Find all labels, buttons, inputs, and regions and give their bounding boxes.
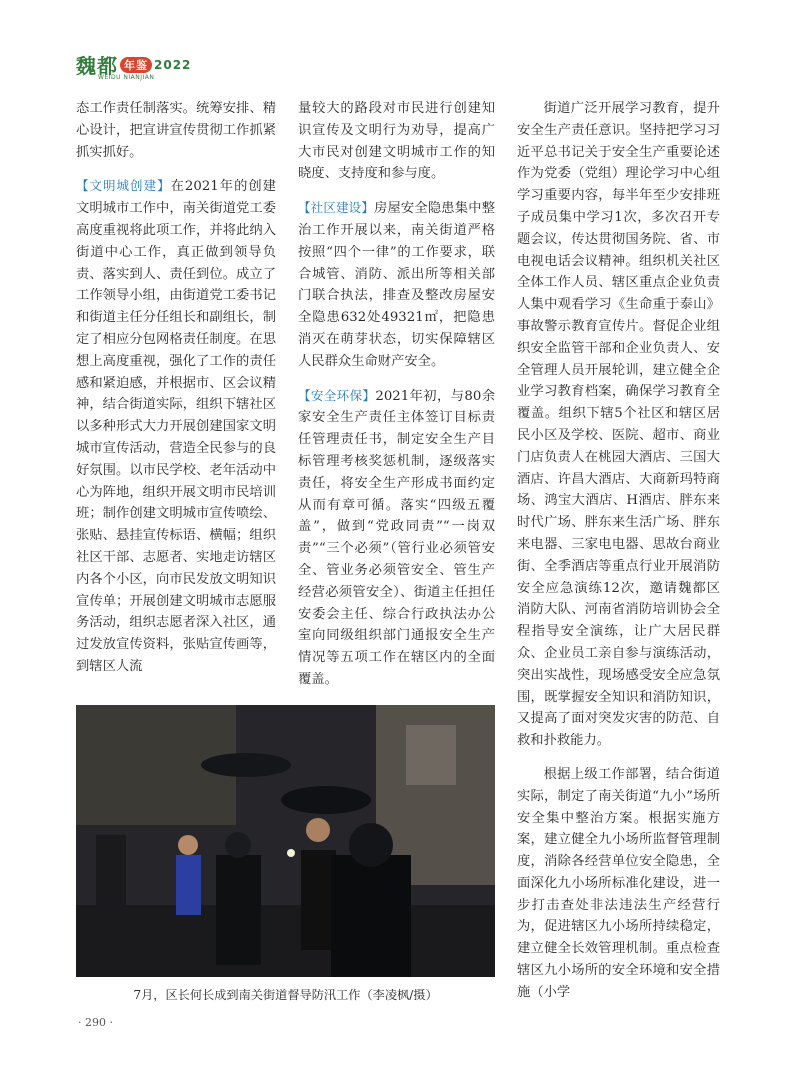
- column3-paragraph-2: 根据上级工作部署，结合街道实际，制定了南关街道“九小”场所安全集中整治方案。根据实施方案，建立健全九小场所监督管理制度，消除各经营单位安全隐患，全面深化九小场所标准化建设，进一步打击查处非法违法生产经营行为，促进辖区九小场所持续稳定，建立健全长效管理机制。重点检查辖区九小场所的安全环境和安全措施（小学: [517, 766, 720, 1000]
- section-text-safety: 2021年初，与80余家安全生产责任主体签订目标责任管理责任书，制定安全生产目标管理考核奖惩机制，逐级落实责任，将安全生产形成书面约定从而有章可循。落实“四级五覆盖”，做到“党政同责”“一岗双责”“三个必须”（管行业必须管安全、管业务必须管安全、管生产经营必须管安全）、街道主任担任安委会主任、综合行政执法办公室向同级组织部门通报安全生产情况等五项工作在辖区内的全面覆盖。: [298, 388, 495, 687]
- text-column-3: [517, 98, 720, 1004]
- section-tag-civilized-city: 【文明城创建】: [76, 178, 171, 194]
- text-column-2: [298, 98, 495, 691]
- column1-paragraph: 态工作责任制落实。统筹安排、精心设计，把宣讲宣传贯彻工作抓紧抓实抓好。: [76, 101, 276, 160]
- brand-year: 2022: [154, 58, 192, 72]
- section-safety: [298, 385, 495, 691]
- section-community: [298, 197, 495, 372]
- section-civilized-city: [76, 175, 276, 677]
- photo-illustration: [76, 705, 495, 977]
- flood-inspection-photo: [76, 705, 495, 977]
- section-text-civilized-city: 在2021年的创建文明城市工作中，南关街道党工委高度重视将此项工作，并将此纳入街道中心工作，真正做到领导负责、落实到人、责任到位。成立了工作领导小组，由街道党工委书记和街道主任分任组长和副组长，制定了相应分包网格责任制度。在思想上高度重视，强化了工作的责任感和紧迫感，并根据市、区会议精神，结合街道实际，组织下辖社区以多种形式大力开展创建国家文明城市宣传活动，营造全民参与的良好氛围。以市民学校、老年活动中心为阵地，组织开展文明市民培训班；制作创建文明城市宣传喷绘、张贴、悬挂宣传标语、横幅；组织社区干部、志愿者、实地走访辖区内各个小区，向市民发放文明知识宣传单；开展创建文明城市志愿服务活动，组织志愿者深入社区，通过发放宣传资料，张贴宣传画等，到辖区人流: [76, 179, 276, 674]
- column2-paragraph: 量较大的路段对市民进行创建知识宣传及文明行为劝导，提高广大市民对创建文明城市工作的知晓度、支持度和参与度。: [298, 101, 495, 182]
- section-text-community: 房屋安全隐患集中整治工作开展以来，南关街道严格按照“四个一律”的工作要求，联合城管、消防、派出所等相关部门联合执法，排查及整改房屋安全隐患632处49321㎡，把隐患消灭在萌芽状态，切实保障辖区人民群众生命财产安全。: [298, 201, 495, 369]
- section-tag-community: 【社区建设】: [298, 200, 374, 216]
- brand-badge: 年鉴: [120, 57, 152, 73]
- photo-caption: 7月，区长何长成到南关街道督导防汛工作（李凌枫/摄）: [133, 988, 438, 1002]
- page-number: · 290 ·: [78, 1016, 113, 1029]
- column3-paragraph-1: 街道广泛开展学习教育，提升安全生产责任意识。坚持把学习习近平总书记关于安全生产重要论述作为党委（党组）理论学习中心组学习重要内容，每半年至少安排班子成员集中学习1次，多次召开专题会议，传达贯彻国务院、省、市电视电话会议精神。组织机关社区全体工作人员、辖区重点企业负责人集中观看学习《生命重于泰山》事故警示教育宣传片。督促企业组织安全监管干部和企业负责人、安全管理人员开展轮训，建立健全企业学习教育档案，确保学习教育全覆盖。组织下辖5个社区和辖区居民小区及学校、医院、超市、商业门店负责人在桃园大酒店、三国大酒店、许昌大酒店、大商新玛特商场、鸿宝大酒店、H酒店、胖东来时代广场、胖东来生活广场、胖东来电器、三家电电器、思故台商业街、全季酒店等重点行业开展消防安全应急演练12次，邀请魏都区消防大队、河南省消防培训协会全程指导安全演练，让广大居民群众、企业员工亲自参与演练活动，突出实战性，现场感受安全应急氛围，既掌握安全知识和消防知识，又提高了面对突发灾害的防范、自救和扑救能力。: [517, 101, 720, 749]
- brand-name: 魏都: [76, 54, 118, 78]
- text-column-1: [76, 98, 276, 678]
- brand-subtitle: WEIDU NIANJIAN: [98, 74, 155, 81]
- section-tag-safety: 【安全环保】: [298, 387, 376, 403]
